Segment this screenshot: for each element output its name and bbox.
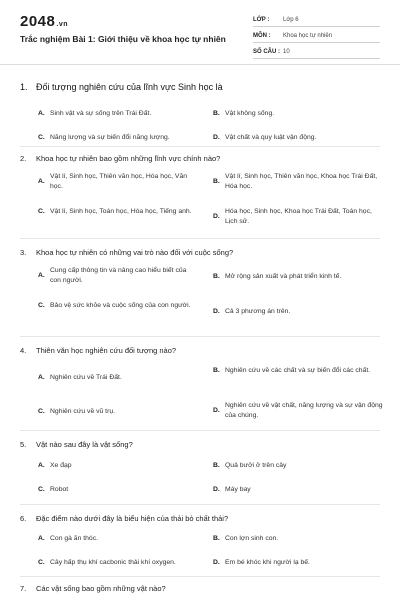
question-header	[20, 514, 380, 523]
option-letter: C.	[38, 302, 45, 309]
question-text: Thiên văn học nghiên cứu đối tượng nào?	[36, 346, 177, 355]
option-text: Con lợn sinh con.	[225, 535, 279, 542]
option-letter: A.	[38, 271, 45, 279]
option-text: Robot	[50, 486, 69, 493]
option-d[interactable]	[213, 133, 383, 143]
meta-row-count	[253, 45, 380, 59]
question-header	[20, 440, 380, 449]
option-a[interactable]	[38, 172, 198, 192]
meta-label: LỚP :	[253, 16, 270, 23]
option-text: Bảo vệ sức khỏe và cuộc sống của con người.	[50, 302, 191, 309]
option-letter: B.	[213, 177, 220, 185]
option-c[interactable]	[38, 558, 213, 568]
question-header	[20, 154, 380, 163]
option-b[interactable]	[213, 272, 383, 282]
page-title: Trắc nghiệm Bài 1: Giới thiệu về khoa học tự nhiên	[20, 34, 226, 44]
option-b[interactable]	[213, 534, 383, 544]
option-text: Quả bưởi ở trên cây	[225, 462, 287, 469]
option-a[interactable]	[38, 266, 198, 286]
option-a[interactable]	[38, 461, 198, 471]
option-b[interactable]	[213, 461, 383, 471]
question-number: 1.	[20, 82, 28, 92]
option-text: Mở rộng sản xuất và phát triển kinh tế.	[225, 273, 342, 280]
option-text: Em bé khóc khi người lạ bế.	[225, 559, 310, 566]
meta-row-class	[253, 13, 380, 27]
option-text: Cây hấp thụ khí cacbonic thải khí oxygen.	[50, 559, 176, 566]
question-divider	[20, 238, 380, 239]
question-number: 5.	[20, 440, 27, 449]
option-letter: A.	[38, 177, 45, 185]
option-a[interactable]	[38, 373, 198, 383]
question-number: 2.	[20, 154, 27, 163]
meta-label: MÔN :	[253, 32, 271, 39]
option-c[interactable]	[38, 133, 198, 143]
option-text: Nghiên cứu về vật chất, năng lượng và sự vận động của chúng.	[225, 402, 383, 419]
option-b[interactable]	[213, 109, 383, 119]
option-d[interactable]	[213, 401, 383, 421]
option-text: Vật không sống.	[225, 110, 275, 117]
meta-value: 10	[283, 48, 290, 55]
option-c[interactable]	[38, 301, 198, 311]
option-letter: B.	[213, 110, 220, 117]
option-text: Xe đạp	[50, 462, 72, 469]
option-text: Nghiên cứu về Trái Đất.	[50, 374, 122, 381]
site-logo[interactable]	[20, 13, 68, 30]
option-letter: C.	[38, 486, 45, 493]
option-text: Cung cấp thông tin và nâng cao hiểu biết của con người.	[50, 267, 187, 284]
option-b[interactable]	[213, 366, 383, 376]
option-letter: D.	[213, 559, 220, 566]
question-divider	[20, 576, 380, 577]
page-header	[0, 0, 400, 65]
question-text: Các vật sống bao gồm những vật nào?	[36, 584, 166, 593]
option-letter: B.	[213, 367, 220, 374]
option-letter: C.	[38, 408, 45, 415]
option-b[interactable]	[213, 172, 383, 192]
option-a[interactable]	[38, 109, 198, 119]
option-text: Vật lí, Sinh học, Toán học, Hóa học, Tiếng anh.	[50, 208, 192, 215]
option-letter: A.	[38, 535, 45, 542]
option-c[interactable]	[38, 207, 198, 217]
option-letter: D.	[213, 134, 220, 141]
option-text: Sinh vật và sự sống trên Trái Đất.	[50, 110, 152, 117]
option-letter: A.	[38, 374, 45, 381]
option-letter: C.	[38, 208, 45, 215]
meta-value: Lớp 6	[283, 16, 299, 23]
question-number: 4.	[20, 346, 27, 355]
logo-main: 2048	[20, 13, 56, 30]
question-number: 3.	[20, 248, 27, 257]
option-letter: C.	[38, 559, 45, 566]
meta-label: SỐ CÂU :	[253, 48, 280, 55]
option-text: Nghiên cứu về các chất và sự biến đổi các chất.	[225, 367, 371, 374]
option-text: Vật chất và quy luật vận động.	[225, 134, 317, 141]
option-letter: B.	[213, 462, 220, 469]
question-header	[20, 346, 380, 355]
question-text: Đối tượng nghiên cứu của lĩnh vực Sinh học là	[36, 82, 223, 92]
quiz-meta	[253, 13, 380, 61]
option-text: Nghiên cứu về vũ trụ.	[50, 408, 115, 415]
option-text: Vật lí, Sinh học, Thiên văn học, Khoa học Trái Đất, Hóa học.	[225, 173, 378, 190]
question-text: Khoa học tự nhiên có những vai trò nào đối với cuộc sống?	[36, 248, 234, 257]
question-divider	[20, 504, 380, 505]
question-header	[20, 82, 380, 92]
option-d[interactable]	[213, 307, 383, 317]
question-text: Vật nào sau đây là vật sống?	[36, 440, 133, 449]
meta-value: Khoa học tự nhiên	[283, 32, 333, 39]
option-d[interactable]	[213, 485, 383, 495]
question-text: Đặc điểm nào dưới đây là biểu hiện của thải bỏ chất thải?	[36, 514, 229, 523]
option-letter: B.	[213, 535, 220, 542]
option-letter: D.	[213, 212, 220, 220]
option-letter: D.	[213, 486, 220, 493]
question-header	[20, 248, 380, 257]
meta-row-subject	[253, 29, 380, 43]
option-letter: C.	[38, 134, 45, 141]
question-number: 6.	[20, 514, 27, 523]
option-letter: D.	[213, 406, 220, 414]
option-text: Hóa học, Sinh học, Khoa học Trái Đất, Toán học, Lịch sử.	[225, 208, 372, 225]
option-text: Con gà ăn thóc.	[50, 535, 98, 542]
option-text: Cả 3 phương án trên.	[225, 308, 291, 315]
option-letter: A.	[38, 462, 45, 469]
option-d[interactable]	[213, 207, 383, 227]
option-c[interactable]	[38, 485, 198, 495]
question-header	[20, 584, 380, 593]
question-text: Khoa học tự nhiên bao gồm những lĩnh vực chính nào?	[36, 154, 221, 163]
option-c[interactable]	[38, 407, 198, 417]
option-letter: B.	[213, 273, 220, 280]
question-divider	[20, 430, 380, 431]
question-number: 7.	[20, 584, 27, 593]
question-divider	[20, 336, 380, 337]
logo-tld: .vn	[56, 21, 68, 28]
option-text: Vật lí, Sinh học, Thiên văn học, Hóa học, Văn học.	[50, 173, 188, 190]
option-d[interactable]	[213, 558, 383, 568]
option-letter: D.	[213, 308, 220, 315]
option-text: Máy bay	[225, 486, 251, 493]
option-text: Năng lượng và sự biến đổi năng lượng.	[50, 134, 170, 141]
question-divider	[20, 146, 380, 147]
option-letter: A.	[38, 110, 45, 117]
option-a[interactable]	[38, 534, 198, 544]
